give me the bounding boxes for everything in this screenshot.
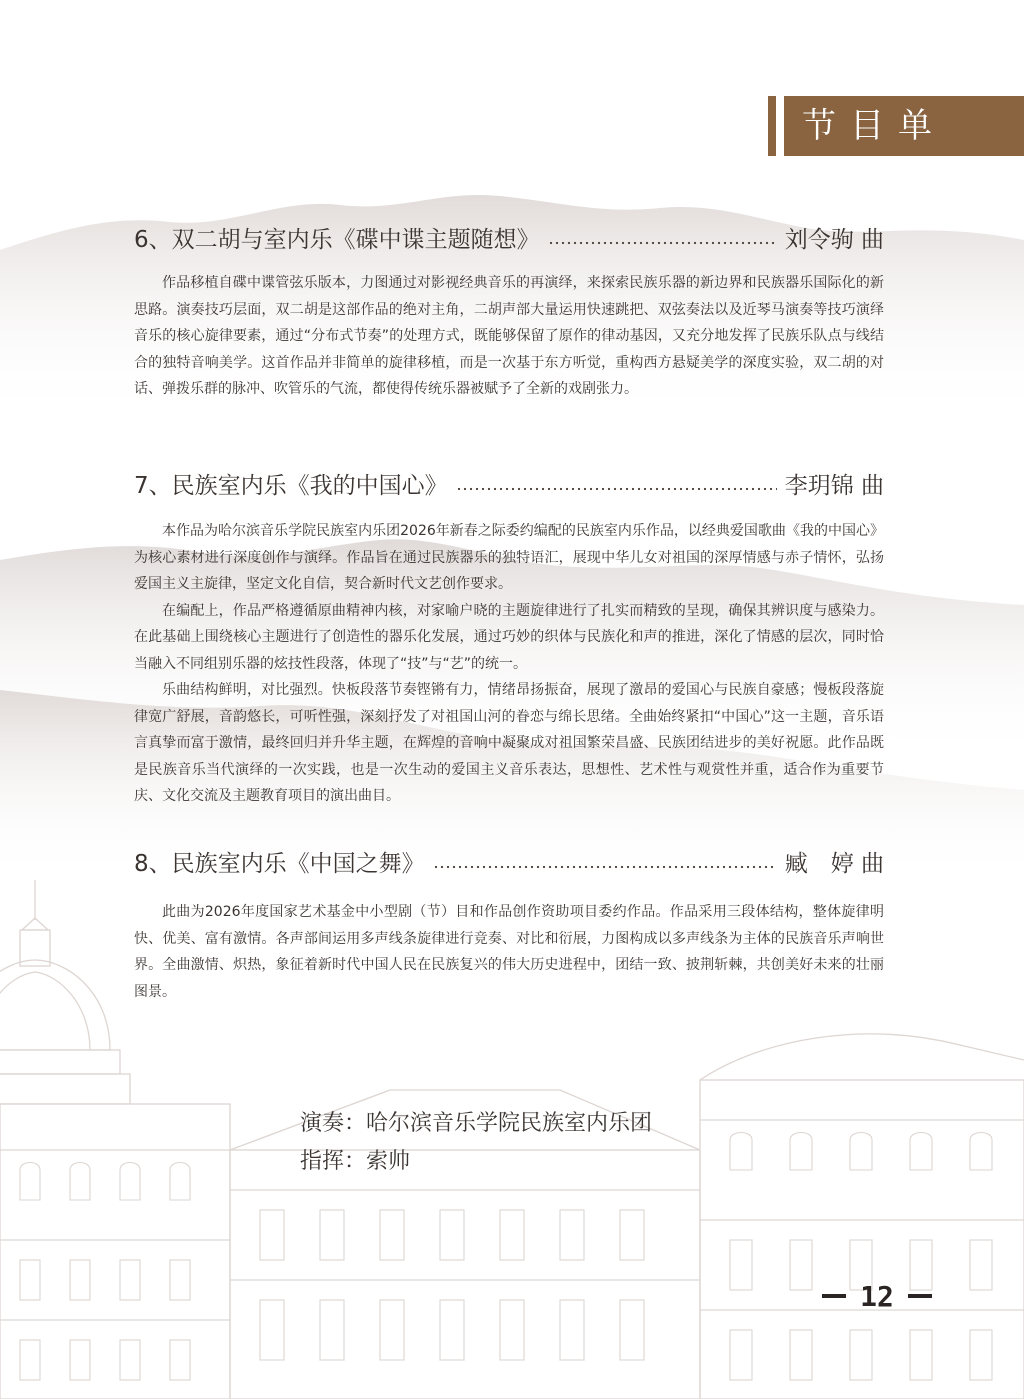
program-7-title: 7、民族室内乐《我的中国心》: [134, 472, 448, 499]
program-8-composer: 臧 婷 曲: [784, 850, 884, 877]
program-8-title: 8、民族室内乐《中国之舞》: [134, 850, 425, 877]
paragraph: 乐曲结构鲜明，对比强烈。快板段落节奏铿锵有力，情绪昂扬振奋，展现了激昂的爱国心与民族自豪感；慢板段落旋律宽广舒展，音韵悠长，可听性强，深刻抒发了对祖国山河的眷恋与绵长思绪。全曲始终紧扣“中国心”这一主题，音乐语言真挚而富于激情，最终回归并升华主题，在辉煌的音响中凝聚成对祖国繁荣昌盛、民族团结进步的美好祝愿。此作品既是民族音乐当代演绎的一次实践，也是一次生动的爱国主义音乐表达，思想性、艺术性与观赏性并重，适合作为重要节庆、文化交流及主题教育项目的演出曲目。: [134, 682, 884, 804]
leader-dots: [456, 487, 777, 491]
program-7-description: [134, 518, 884, 810]
conductor-credit: 指挥：索帅: [300, 1149, 411, 1174]
page-title: 节目单: [784, 96, 1024, 156]
program-7-composer: 李玥锦 曲: [784, 472, 884, 499]
program-6-composer: 刘令驹 曲: [784, 226, 884, 253]
program-6-title: 6、双二胡与室内乐《碟中谍主题随想》: [134, 226, 540, 253]
leader-dots: [548, 241, 777, 245]
header-accent-bar: [768, 96, 776, 156]
page-number-dash-left: [822, 1294, 846, 1298]
page-number-dash-right: [908, 1294, 932, 1298]
section-header-tab: [768, 96, 1024, 156]
program-8-title-row: [134, 844, 884, 878]
program-6-title-row: [134, 220, 884, 254]
leader-dots: [433, 865, 777, 869]
paragraph: 在编配上，作品严格遵循原曲精神内核，对家喻户晓的主题旋律进行了扎实而精致的呈现，确保其辨识度与感染力。在此基础上围绕核心主题进行了创造性的器乐化发展，通过巧妙的织体与民族化和声的推进，深化了情感的层次，同时恰当融入不同组别乐器的炫技性段落，体现了“技”与“艺”的统一。: [134, 602, 884, 672]
program-7-title-row: [134, 466, 884, 500]
page-number: [822, 1276, 932, 1316]
paragraph: 本作品为哈尔滨音乐学院民族室内乐团2026年新春之际委约编配的民族室内乐作品，以经典爱国歌曲《我的中国心》为核心素材进行深度创作与演绎。作品旨在通过民族器乐的独特语汇，展现中华儿女对祖国的深厚情感与赤子情怀，弘扬爱国主义主旋律，坚定文化自信，契合新时代文艺创作要求。: [134, 523, 884, 592]
performer-credit: 演奏：哈尔滨音乐学院民族室内乐团: [300, 1111, 653, 1136]
performance-credits: [300, 1105, 652, 1181]
program-6-description: [134, 270, 884, 403]
paragraph: 作品移植自碟中谍管弦乐版本，力图通过对影视经典音乐的再演绎，来探索民族乐器的新边界和民族器乐国际化的新思路。演奏技巧层面，双二胡是这部作品的绝对主角，二胡声部大量运用快速跳把、双弦奏法以及近琴马演奏等技巧演绎音乐的核心旋律要素，通过“分布式节奏”的处理方式，既能够保留了原作的律动基因，又充分地发挥了民族乐队点与线结合的独特音响美学。这首作品并非简单的旋律移植，而是一次基于东方听觉，重构西方悬疑美学的深度实验，双二胡的对话、弹拨乐群的脉冲、吹管乐的气流，都使得传统乐器被赋予了全新的戏剧张力。: [134, 275, 884, 397]
paragraph: 此曲为2026年度国家艺术基金中小型剧（节）目和作品创作资助项目委约作品。作品采用三段体结构，整体旋律明快、优美、富有激情。各声部间运用多声线条旋律进行竞奏、对比和衍展，力图构成以多声线条为主体的民族音乐声响世界。全曲激情、炽热，象征着新时代中国人民在民族复兴的伟大历史进程中，团结一致、披荆斩棘，共创美好未来的壮丽图景。: [134, 904, 884, 1000]
page-number-value: 12: [860, 1279, 894, 1313]
program-8-description: [134, 899, 884, 1005]
